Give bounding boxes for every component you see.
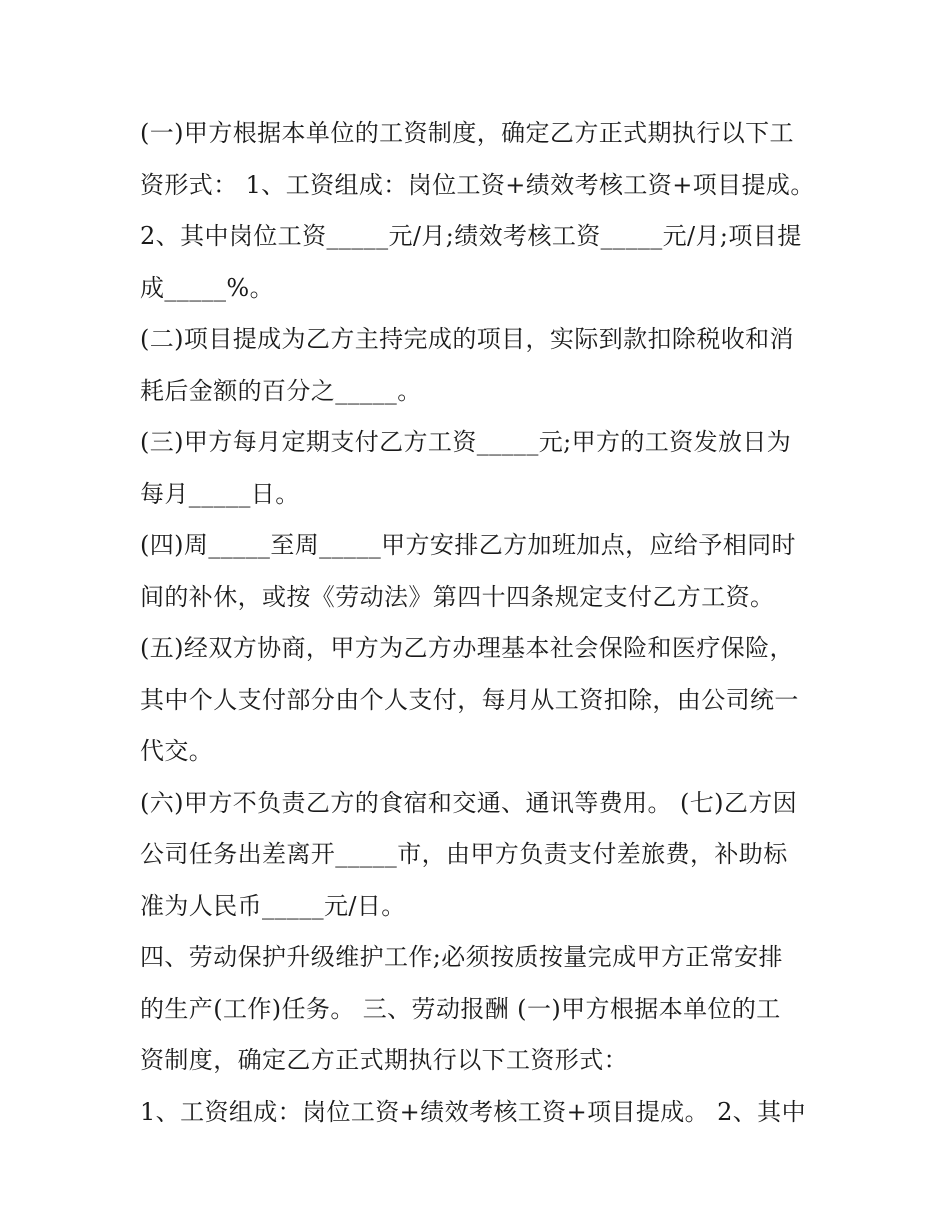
text-line: 准为人民币_____元/日。: [140, 891, 406, 920]
text-line: 的生产(工作)任务。 三、劳动报酬 (一)甲方根据本单位的工: [140, 994, 781, 1023]
contract-text: [140, 108, 820, 1138]
text-line: 代交。: [140, 737, 214, 765]
text-line: 1、工资组成：岗位工资+绩效考核工资+项目提成。 2、其中: [140, 1097, 806, 1126]
text-line: 成_____%。: [140, 273, 275, 302]
text-line: 其中个人支付部分由个人支付，每月从工资扣除，由公司统一: [140, 685, 799, 714]
text-line: (六)甲方不负责乙方的食宿和交通、通讯等费用。 (七)乙方因: [140, 788, 798, 817]
text-line: 间的补休，或按《劳动法》第四十四条规定支付乙方工资。: [140, 582, 775, 611]
text-line: (五)经双方协商，甲方为乙方办理基本社会保险和医疗保险，: [140, 634, 794, 662]
text-line: 耗后金额的百分之_____。: [140, 376, 422, 405]
text-line: (四)周_____至周_____甲方安排乙方加班加点，应给予相同时: [140, 531, 796, 559]
text-line: 2、其中岗位工资_____元/月;绩效考核工资_____元/月;项目提: [140, 222, 802, 250]
text-line: 资制度，确定乙方正式期执行以下工资形式：: [140, 1046, 628, 1074]
text-line: 公司任务出差离开_____市，由甲方负责支付差旅费，补助标: [140, 840, 788, 868]
text-line: 四、劳动保护升级维护工作;必须按质按量完成甲方正常安排: [140, 943, 783, 971]
text-line: 资形式： 1、工资组成：岗位工资+绩效考核工资+项目提成。: [140, 170, 815, 199]
text-line: (一)甲方根据本单位的工资制度，确定乙方正式期执行以下工: [140, 119, 794, 147]
text-line: 每月_____日。: [140, 479, 300, 508]
text-line: (三)甲方每月定期支付乙方工资_____元;甲方的工资发放日为: [140, 428, 792, 456]
text-line: (二)项目提成为乙方主持完成的项目，实际到款扣除税收和消: [140, 325, 794, 353]
